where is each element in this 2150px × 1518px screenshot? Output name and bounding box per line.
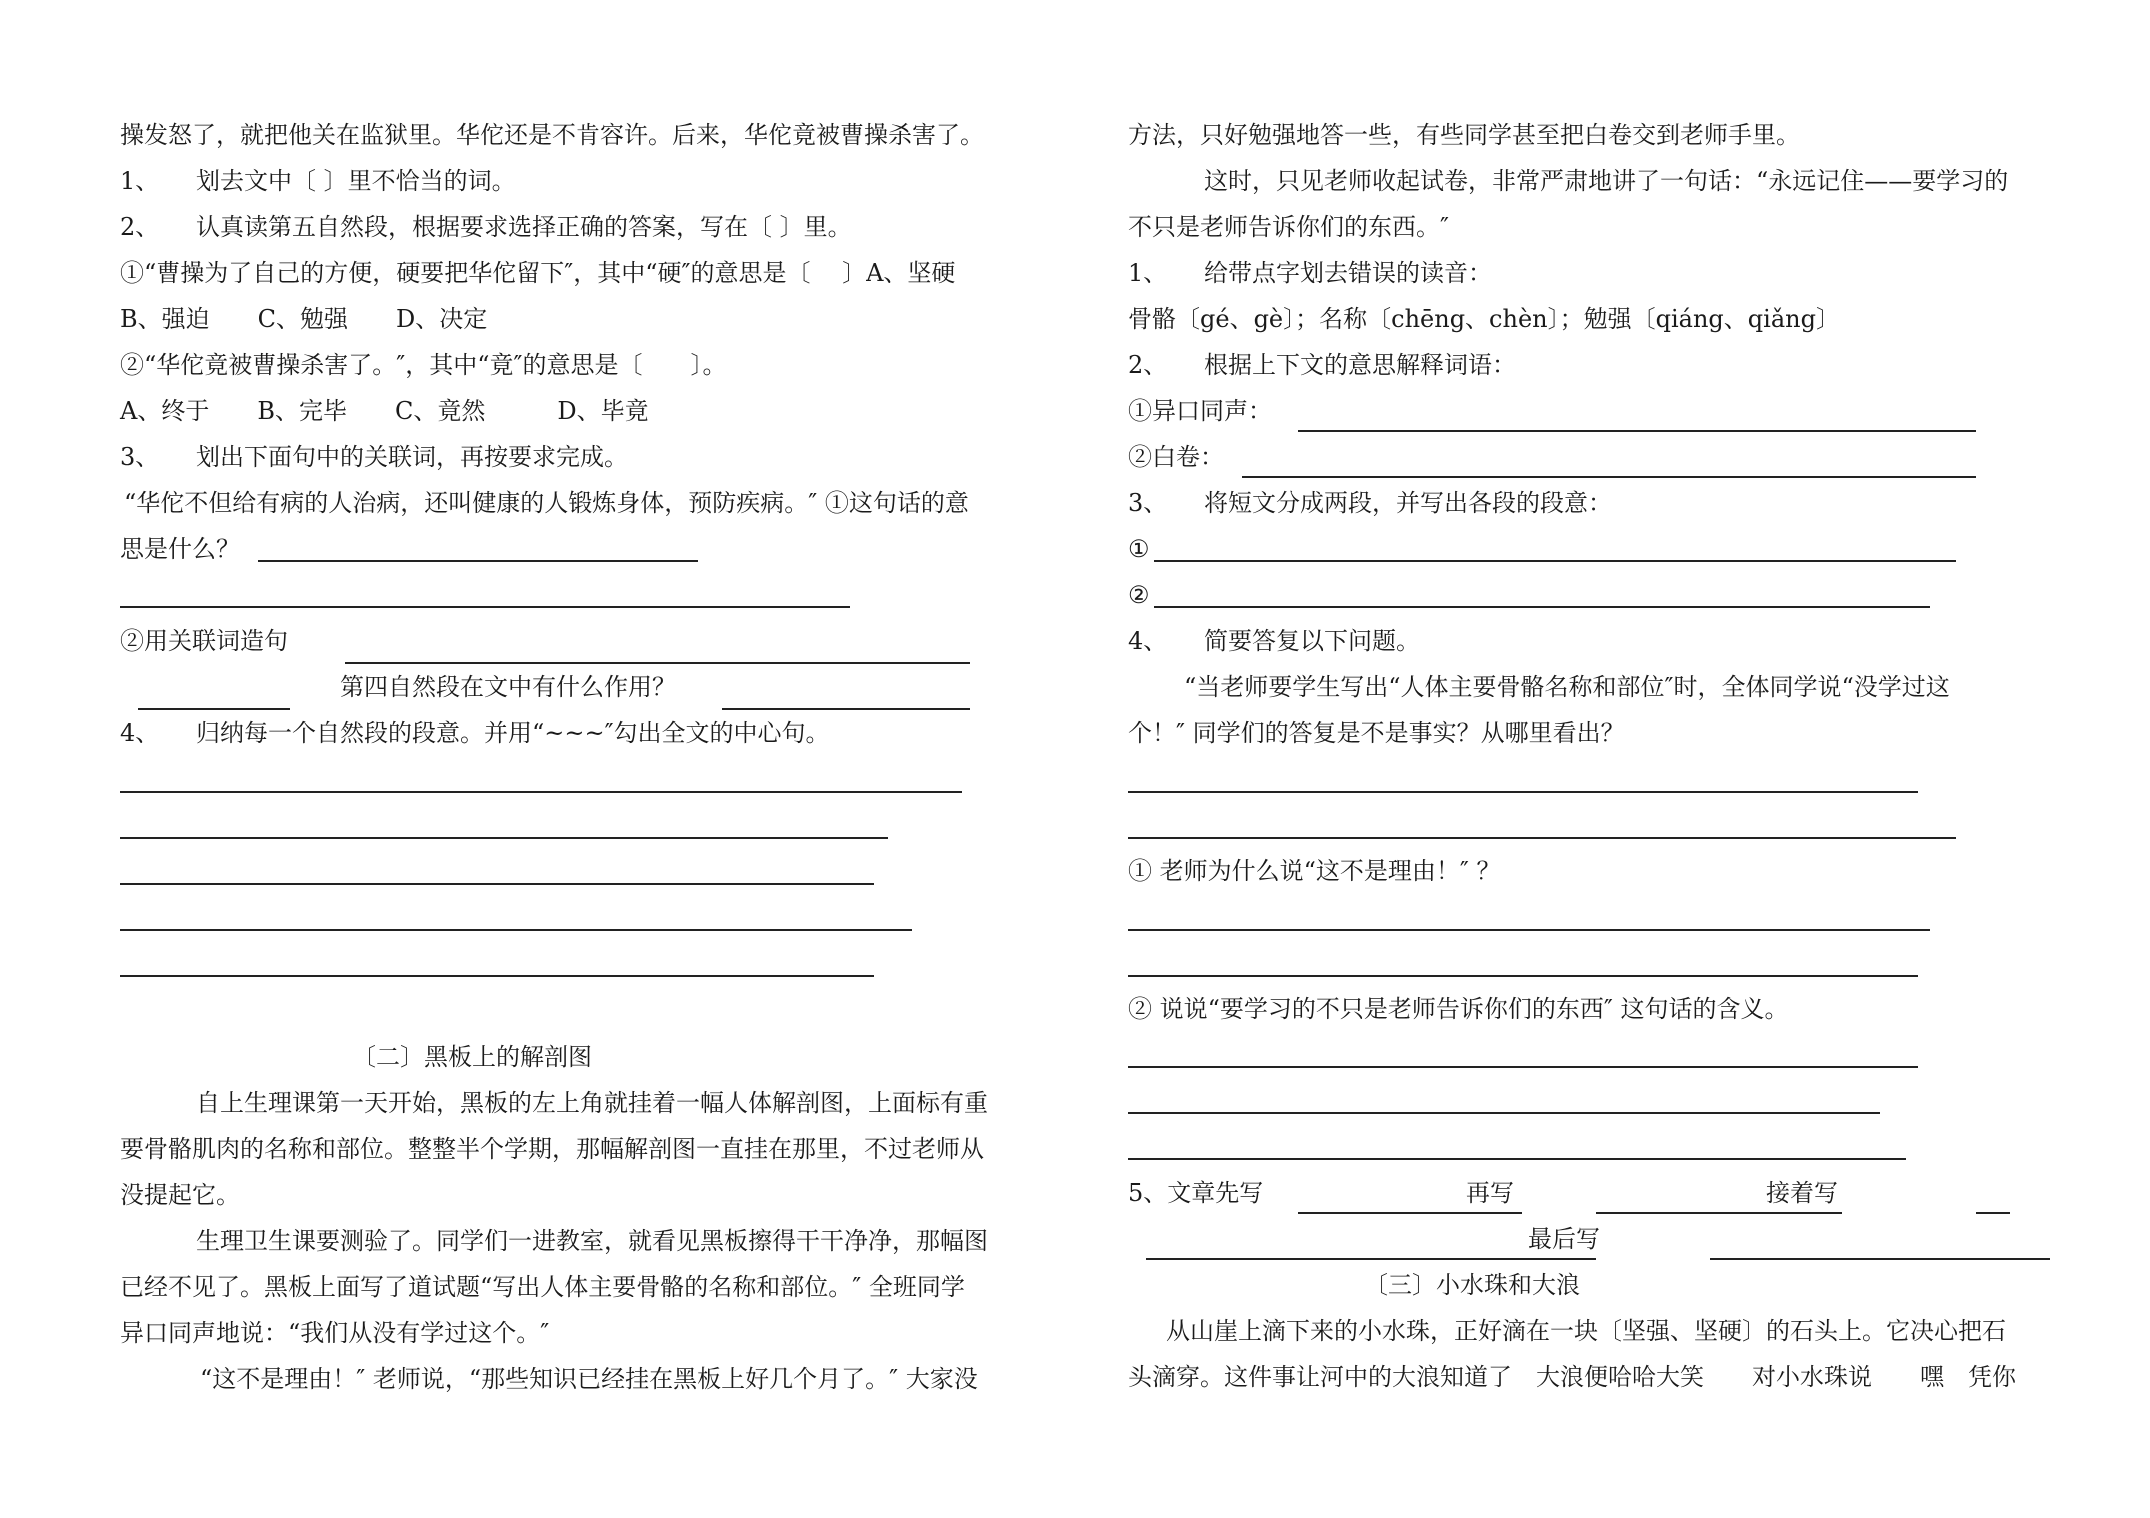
question-option: A、终于 B、完毕 C、竟然 D、毕竟 — [120, 397, 649, 425]
question-text: 划去文中〔 〕里不恰当的词。 — [196, 167, 516, 195]
text-line: 这时，只见老师收起试卷，非常严肃地讲了一句话：“永远记住——要学习的 — [1204, 167, 2009, 195]
answer-line — [1128, 1066, 1918, 1068]
question-text: 最后写 — [1528, 1225, 1600, 1253]
quote-text: 思是什么？ — [120, 535, 240, 563]
question-text: 第四自然段在文中有什么作用？ — [340, 673, 676, 701]
answer-line — [120, 929, 912, 931]
text-line: 异口同声地说：“我们从没有学过这个。″ — [120, 1319, 550, 1347]
answer-line — [1128, 1112, 1880, 1114]
text-line: 操发怒了，就把他关在监狱里。华佗还是不肯容许。后来，华佗竟被曹操杀害了。 — [120, 121, 984, 149]
answer-line — [345, 662, 970, 664]
answer-line — [1146, 1258, 1596, 1260]
answer-line — [120, 975, 874, 977]
answer-line — [722, 708, 970, 710]
answer-line — [1596, 1212, 1842, 1214]
section-title: 〔二〕黑板上的解剖图 — [352, 1043, 592, 1071]
answer-line — [120, 606, 850, 608]
text-line: “这不是理由！″ 老师说，“那些知识已经挂在黑板上好几个月了。″ 大家没 — [200, 1365, 978, 1393]
question-text: 将短文分成两段，并写出各段的段意： — [1204, 489, 1612, 517]
question-text: 5、文章先写 — [1128, 1179, 1264, 1207]
question-text: ② — [1128, 581, 1150, 609]
question-number: 3、 — [120, 443, 160, 471]
question-number: 1、 — [1128, 259, 1168, 287]
text-line: 要骨骼肌肉的名称和部位。整整半个学期，那幅解剖图一直挂在那里，不过老师从 — [120, 1135, 984, 1163]
answer-line — [120, 837, 888, 839]
question-number: 4、 — [120, 719, 160, 747]
answer-line — [1154, 606, 1930, 608]
text-line: 从山崖上滴下来的小水珠，正好滴在一块〔坚强、坚硬〕的石头上。它决心把石 — [1166, 1317, 2006, 1345]
text-line: 头滴穿。这件事让河中的大浪知道了 大浪便哈哈大笑 对小水珠说 嘿 凭你 — [1128, 1363, 2016, 1391]
question-text: ②用关联词造句 — [120, 627, 288, 655]
answer-line — [1298, 1212, 1522, 1214]
answer-line — [138, 708, 290, 710]
question-text: ①异口同声： — [1128, 397, 1272, 425]
answer-line — [120, 883, 874, 885]
quote-text: 个！″ 同学们的答复是不是事实？从哪里看出？ — [1128, 719, 1625, 747]
text-line: 自上生理课第一天开始，黑板的左上角就挂着一幅人体解剖图，上面标有重 — [196, 1089, 988, 1117]
section-title: 〔三〕小水珠和大浪 — [1364, 1271, 1580, 1299]
question-text: 简要答复以下问题。 — [1204, 627, 1420, 655]
answer-line — [1242, 476, 1976, 478]
text-line: 已经不见了。黑板上面写了道试题“写出人体主要骨骼的名称和部位。″ 全班同学 — [120, 1273, 965, 1301]
answer-line — [1710, 1258, 2050, 1260]
question-text: 认真读第五自然段，根据要求选择正确的答案，写在〔 〕里。 — [196, 213, 852, 241]
pinyin-options: 骨骼〔gé、gè〕；名称〔chēng、chèn〕；勉强〔qiáng、qiǎng〕 — [1128, 305, 1840, 333]
answer-line — [1128, 1158, 1906, 1160]
answer-line — [1298, 430, 1976, 432]
question-number: 2、 — [120, 213, 160, 241]
answer-line — [120, 791, 962, 793]
text-line: 方法，只好勉强地答一些，有些同学甚至把白卷交到老师手里。 — [1128, 121, 1800, 149]
text-line: 没提起它。 — [120, 1181, 240, 1209]
question-text: 归纳每一个自然段的段意。并用“~~~″勾出全文的中心句。 — [196, 719, 830, 747]
question-text: 接着写 — [1766, 1179, 1838, 1207]
question-number: 2、 — [1128, 351, 1168, 379]
answer-line — [258, 560, 698, 562]
quote-text: “当老师要学生写出“人体主要骨骼名称和部位″时，全体同学说“没学过这 — [1184, 673, 1950, 701]
question-text: ① 老师为什么说“这不是理由！″ ？ — [1128, 857, 1501, 885]
answer-line — [1976, 1212, 2010, 1214]
question-text: ② 说说“要学习的不只是老师告诉你们的东西″ 这句话的含义。 — [1128, 995, 1789, 1023]
answer-line — [1128, 929, 1930, 931]
answer-line — [1128, 791, 1918, 793]
question-text: ① — [1128, 535, 1150, 563]
text-line: 生理卫生课要测验了。同学们一进教室，就看见黑板擦得干干净净，那幅图 — [196, 1227, 988, 1255]
question-text: 根据上下文的意思解释词语： — [1204, 351, 1516, 379]
answer-line — [1128, 837, 1956, 839]
question-text: ②白卷： — [1128, 443, 1224, 471]
question-option: ②“华佗竟被曹操杀害了。″，其中“竟″的意思是〔 〕。 — [120, 351, 727, 379]
quote-text: “华佗不但给有病的人治病，还叫健康的人锻炼身体，预防疾病。″ ①这句话的意 — [124, 489, 969, 517]
question-number: 1、 — [120, 167, 160, 195]
question-number: 4、 — [1128, 627, 1168, 655]
question-text: 划出下面句中的关联词，再按要求完成。 — [196, 443, 628, 471]
question-option: B、强迫 C、勉强 D、决定 — [120, 305, 488, 333]
question-text: 给带点字划去错误的读音： — [1204, 259, 1492, 287]
answer-line — [1154, 560, 1956, 562]
answer-line — [1128, 975, 1918, 977]
text-line: 不只是老师告诉你们的东西。″ — [1128, 213, 1449, 241]
question-text: 再写 — [1466, 1179, 1514, 1207]
question-number: 3、 — [1128, 489, 1168, 517]
question-option: ①“曹操为了自己的方便，硬要把华佗留下″，其中“硬″的意思是〔 〕A、坚硬 — [120, 259, 956, 287]
